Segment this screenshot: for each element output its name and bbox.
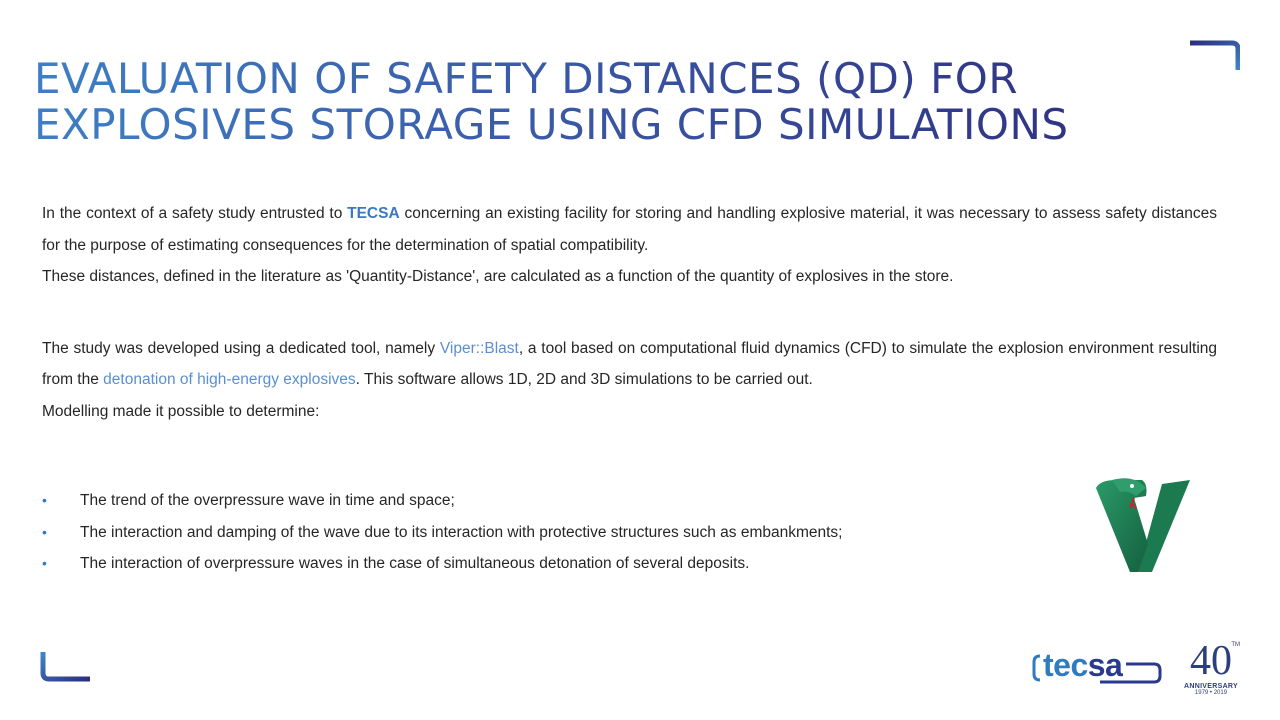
list-item-text: The interaction of overpressure waves in the case of simultaneous detonation of several deposits. [80, 555, 750, 572]
tecsa-logo-tec: tec [1043, 647, 1088, 683]
corner-bracket-top-right-icon [1190, 40, 1240, 70]
list-item-text: The trend of the overpressure wave in time and space; [80, 492, 455, 509]
paragraph-distances: These distances, defined in the literature as 'Quantity-Distance', are calculated as a function of the quantity of explosives in the store. [42, 268, 954, 285]
list-item [42, 517, 1092, 549]
title-line-1: EVALUATION OF SAFETY DISTANCES (QD) FOR [34, 54, 1019, 103]
list-item-text: The interaction and damping of the wave due to its interaction with protective structures such as embankments; [80, 523, 843, 541]
viper-logo-icon [1090, 474, 1195, 576]
paragraph-study [42, 333, 1217, 396]
paragraph-study-a: The study was developed using a dedicated tool, namely [42, 339, 440, 357]
tecsa-logo-text [1043, 647, 1122, 684]
paragraph-context-b: concerning an existing facility for storing and handling explosive material, it was necessary to assess safety distances for the purpose of estimating consequences for the determination of spatial compatibility. [42, 205, 1217, 254]
paragraph-study-b: , a tool based on computational fluid dynamics (CFD) to simulate the explosion environment resulting from the [42, 339, 1218, 388]
result-list [42, 485, 1092, 580]
company-name: TECSA [347, 205, 400, 222]
anniversary-number: 40 [1190, 638, 1232, 684]
page-title [34, 56, 1134, 148]
bullet-icon: • [42, 555, 47, 571]
spacer [42, 293, 1217, 333]
anniversary-badge [1176, 640, 1246, 696]
body-text [42, 198, 1217, 427]
list-item [42, 548, 1092, 580]
tecsa-logo-sa: sa [1087, 647, 1123, 683]
tool-name: Viper::Blast [439, 339, 519, 357]
paragraph-modelling: Modelling made it possible to determine: [42, 402, 320, 420]
paragraph-study-c: . This software allows 1D, 2D and 3D simulations to be carried out. [355, 371, 813, 388]
paragraph-context-a: In the context of a safety study entrusted to [42, 205, 348, 222]
trademark-mark: TM [1231, 642, 1240, 648]
corner-bracket-bottom-left-icon [40, 652, 90, 682]
anniversary-years: 1979 • 2019 [1194, 690, 1228, 696]
title-line-2: EXPLOSIVES STORAGE USING CFD SIMULATIONS [34, 100, 1069, 149]
list-item [42, 485, 1092, 517]
bullet-icon: • [42, 492, 47, 508]
paragraph-context [42, 198, 1217, 261]
bullet-icon: • [42, 523, 47, 540]
anniversary-label: ANNIVERSARY [1184, 683, 1238, 690]
detonation-link[interactable]: detonation of high-energy explosives [103, 371, 356, 388]
